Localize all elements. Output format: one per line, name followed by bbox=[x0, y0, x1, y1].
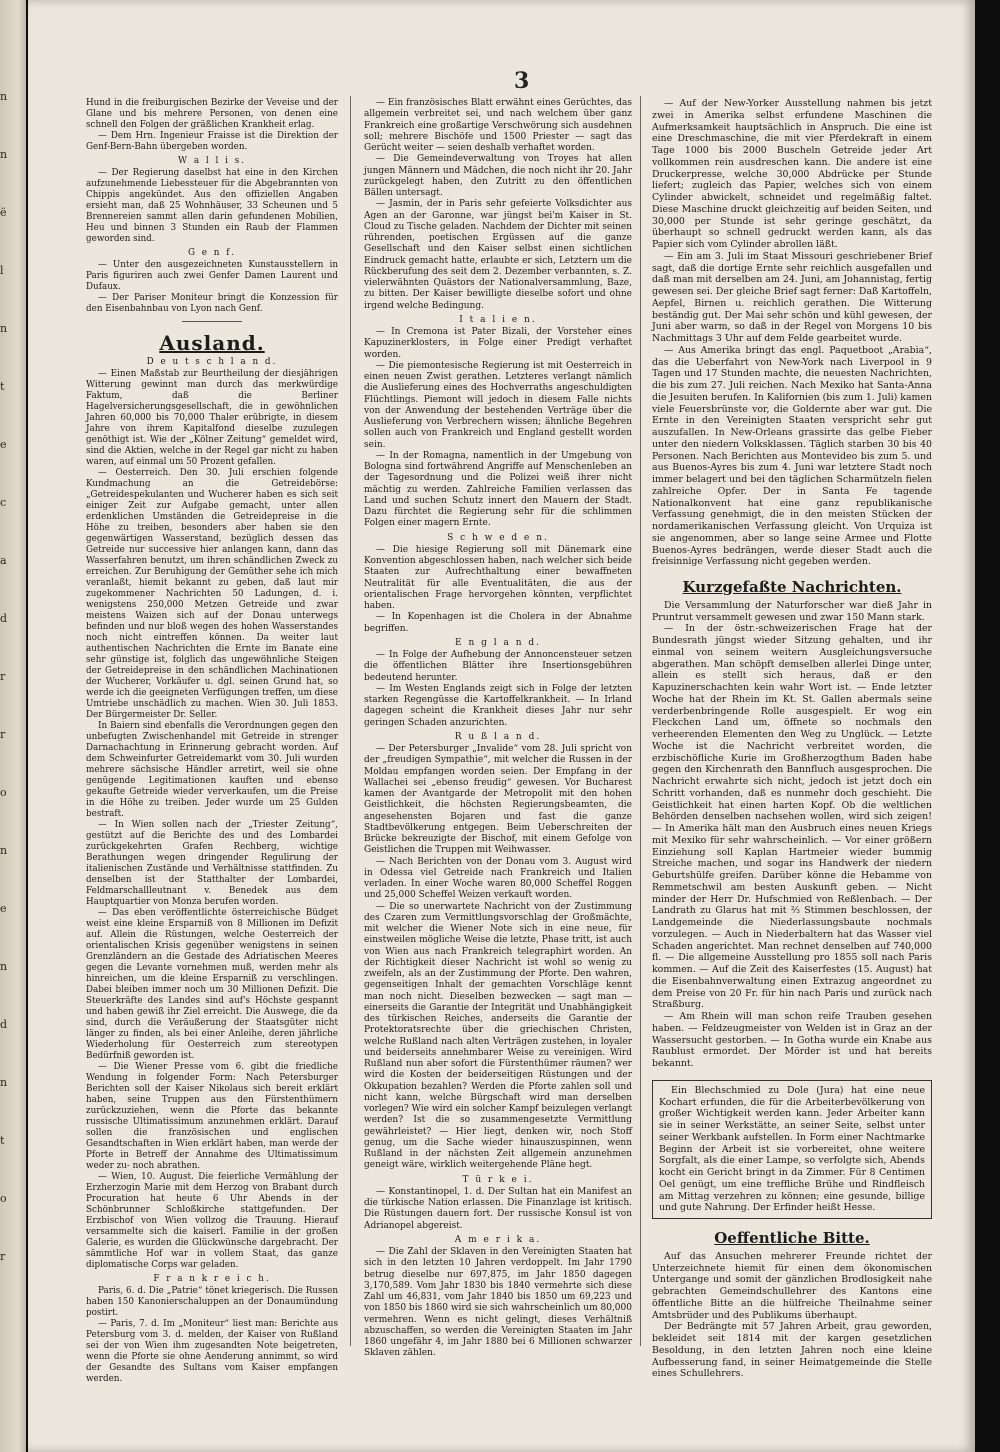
article-paragraph: — Dem Hrn. Ingenieur Fraisse ist die Direktion der Genf-Bern-Bahn übergeben worden. bbox=[86, 131, 338, 152]
adjacent-page-fragment: n bbox=[0, 844, 8, 857]
divider bbox=[182, 321, 242, 322]
section-heading-kurzgefasste-nachrichten: Kurzgefaßte Nachrichten. bbox=[682, 578, 902, 596]
adjacent-page-edge bbox=[0, 0, 26, 1452]
article-paragraph: — Am Rhein will man schon reife Trauben gesehen haben. — Feldzeugmeister von Welden ist in Graz an der Wassersucht gestorben. — In Gotha wurde ein Knabe aus Raublust ermordet. Der Mörder ist und hat bereits bekannt. bbox=[652, 1011, 932, 1069]
section-heading-wallis: W a l l i s. bbox=[177, 156, 247, 166]
article-paragraph: — Die Wiener Presse vom 6. gibt die friedliche Wendung in folgender Form: Nach Petersburger Berichten soll der Kaiser Nikolaus sich bereit erklärt haben, seine Truppen aus den Fürstenthümern zurückzuziehen, wenn die Pforte das bekannte russische Ultimatissimum anzunehmen erklärt. Darauf sollen die französischen und englischen Gesandtschaften in Wien erklärt haben, man werde der Pforte in Betreff der Annahme des Ultimatissimum weder zu- noch abrathen. bbox=[86, 1062, 338, 1171]
article-paragraph: — Der Regierung daselbst hat eine in den Kirchen aufzunehmende Liebessteuer für die Abgebrannten von Chippis angekündet. Aus den offiziellen Angaben ersieht man, daß 25 Wohnhäuser, 33 Scheunen und 5 Brennereien sammt allen darin gefundenen Mobilien, Heu und binnen 3 Stunden ein Raub der Flammen geworden sind. bbox=[86, 168, 338, 244]
article-paragraph: In Baiern sind ebenfalls die Verordnungen gegen den unbefugten Zwischenhandel mit Getreide in strenger Darnachachtung in Erinnerung gebracht worden. Auf dem Schweinfurter Getreidemarkt vom 30. Juli wurden mehrere sächsische Händler arretirt, weil sie ohne genügende Legitimationen kauften und ebenso gekaufte Getreide wieder ververkaufen, um die Preise in die Höhe zu treiben. Jeder wurde um 25 Gulden bestraft. bbox=[86, 721, 338, 819]
adjacent-page-fragment: d bbox=[0, 612, 8, 625]
article-paragraph: — In Kopenhagen ist die Cholera in der Abnahme begriffen. bbox=[364, 612, 632, 634]
adjacent-page-fragment: e bbox=[0, 902, 7, 915]
article-paragraph: Der Bedrängte mit 57 Jahren Arbeit, grau geworden, bekleidet seit 1814 mit der kargen gesetzlichen Besoldung, in den letzten Jahren noch eine kleine Aufbesserung fand, in seiner Heimatgemeinde die Stelle eines Schullehrers. bbox=[652, 1321, 932, 1380]
adjacent-page-fragment: n bbox=[0, 1076, 8, 1089]
section-heading-amerika: A m e r i k a. bbox=[454, 1234, 542, 1245]
article-paragraph: — Der Petersburger „Invalide“ vom 28. Juli spricht von der „freudigen Sympathie“, mit welcher die Russen in der Moldau empfangen worden seien. Der Empfang in der Wallachei sei „ebenso freudig“ gewesen. Vor Bucharest kamen der Avantgarde der Metropolit mit den hohen Geistlichkeit, die höchsten Regierungsbeamten, die angesehensten Bojaren und fast die ganze Stadtbevölkerung entgegen. Beim Ueberschreiten der Brücke bekreuzigte der Bischof, mit einem Gefolge von Geistlichen die Truppen mit Weihwasser. bbox=[364, 744, 632, 856]
article-paragraph: Paris, 6. d. Die „Patrie“ tönet kriegerisch. Die Russen haben 150 Kanonierschaluppen an der Donaumündung postirt. bbox=[86, 1286, 338, 1318]
adjacent-page-fragment: c bbox=[0, 496, 7, 509]
article-paragraph: — Der Pariser Moniteur bringt die Konzession für den Eisenbahnbau von Lyon nach Genf. bbox=[86, 293, 338, 314]
article-paragraph: — Paris, 7. d. Im „Moniteur“ liest man: Berichte aus Petersburg vom 3. d. melden, der Kaiser von Rußland sei der von Wien ihm zugesandten Note beigetreten, wenn die Pforte sie ohne Aenderung annimmt, so wird der Gesandte des Sultans vom Kaiser empfangen werden. bbox=[86, 1319, 338, 1384]
column-rule bbox=[640, 96, 641, 1346]
column-rule bbox=[350, 96, 351, 1346]
section-heading-schweden: S c h w e d e n. bbox=[447, 532, 549, 543]
column-3 bbox=[652, 98, 932, 1380]
article-paragraph: Die Versammlung der Naturforscher war dieß Jahr in Pruntrut versammelt gewesen und zwar 150 Mann stark. bbox=[652, 599, 932, 623]
adjacent-page-fragment: n bbox=[0, 148, 8, 161]
section-heading-england: E n g l a n d. bbox=[455, 637, 541, 648]
column-2 bbox=[364, 98, 632, 1360]
section-heading-italien: I t a l i e n. bbox=[459, 314, 537, 325]
section-heading-frankreich: F r a n k r e i c h. bbox=[153, 1274, 271, 1284]
article-paragraph: — Konstantinopel, 1. d. Der Sultan hat ein Manifest an die türkische Nation erlassen. Die Finanzlage ist kritisch. Die Rüstungen dauern fort. Der russische Konsul ist von Adrianopel abgereist. bbox=[364, 1186, 632, 1231]
article-paragraph: — Das eben veröffentlichte österreichische Büdget weist eine kleine Ersparniß von 8 Millionen im Defizit auf. Allein die Rüstungen, welche Oesterreich der orientalischen Krisis gegenüber wenigstens in seinen Grenzländern an die Gestade des Adriatischen Meeres gegen die Levante vornehmen muß, werden mehr als hinreichen, um die kleine Ersparniß zu verschlingen. Dabei bleiben immer noch um 30 Millionen Defizit. Die Steuerkräfte des Landes sind auf's Höchste gespannt und haben gewiß ihr Ziel erreicht. Die Auswege, die da sind, durch die Veräußerung der Staatsgüter nicht länger zu finden, als bei einer Anleihe, deren jährliche Wiederholung für Oesterreich zum stereotypen Bedürfniß geworden ist. bbox=[86, 908, 338, 1061]
adjacent-page-fragment: l bbox=[0, 264, 4, 277]
adjacent-page-fragment: t bbox=[0, 380, 5, 393]
adjacent-page-fragment: e bbox=[0, 438, 7, 451]
page-number: 3 bbox=[514, 68, 530, 94]
article-paragraph: — Die Zahl der Sklaven in den Vereinigten Staaten hat sich in den letzten 10 Jahren verdoppelt. Im Jahr 1790 betrug dieselbe nur 697,875, im Jahr 1850 dagegen 3,170,589. Vom Jahr 1830 bis 1840 vermehrte sich diese Zahl um 46,831, vom Jahr 1840 bis 1850 um 69,223 und von 1850 bis 1860 wird sie sich wahrscheinlich um 80,000 vermehren. Wenn es nicht gelingt, dieses Verhältniß abzuschaffen, so werden die Vereinigten Staaten im Jahr 1860 ungefähr 4, im Jahr 1880 bei 6 Millionen schwarzer Sklaven zählen. bbox=[364, 1247, 632, 1359]
adjacent-page-fragment: n bbox=[0, 90, 8, 103]
article-paragraph: — Unter den ausgezeichneten Kunstausstellern in Paris figuriren auch zwei Genfer Damen Laurent und Dufaux. bbox=[86, 260, 338, 292]
article-paragraph: — Jasmin, der in Paris sehr gefeierte Volksdichter aus Agen an der Garonne, war jüngst bei'm Kaiser in St. Cloud zu Tische geladen. Nachdem der Dichter mit seinen rührenden, poetischen Ergüssen auf die ganze Gesellschaft und den Kaiser selbst einen sichtlichen Eindruck gemacht hatte, erlaubte er sich, Letztern um die Rückberufung des seit dem 2. Dezember verbannten, s. Z. vielerwähnten Quästors der Nationalversammlung, Baze, zu bitten. Der Kaiser bewilligte dieselbe sofort und ohne irgend welche Bedingung. bbox=[364, 199, 632, 311]
section-heading-ausland: Ausland. bbox=[159, 331, 265, 355]
article-paragraph: Auf das Ansuchen mehrerer Freunde richtet der Unterzeichnete hiemit für einen dem ökonomischen Untergange und somit der gänzlichen Brodlosigkeit nahe gebrachten Gemeindschullehrer des Kantons eine öffentliche Bitte an die hülfreiche Theilnahme seiner Amtsbrüder und des Publikums überhaupt. bbox=[652, 1250, 932, 1321]
article-paragraph: — Wien, 10. August. Die feierliche Vermählung der Erzherzogin Marie mit dem Herzog von Brabant durch Procuration hat heute 6 Uhr Abends in der Schönbrunner Schloßkirche stattgefunden. Der Erzbischof von Wien vollzog die Trauung. Hierauf versammelte sich die kaiserl. Familie in der großen Galerie, es wurden die Glückwünsche dargebracht. Der sämmtliche Hof war in vollem Staat, das ganze diplomatische Corps war geladen. bbox=[86, 1172, 338, 1270]
adjacent-page-fragment: r bbox=[0, 728, 6, 741]
adjacent-page-fragment: n bbox=[0, 322, 8, 335]
adjacent-page-fragment: o bbox=[0, 1192, 7, 1205]
section-heading-oeffentliche-bitte: Oeffentliche Bitte. bbox=[714, 1229, 870, 1247]
section-heading-deutschland: D e u t s c h l a n d. bbox=[146, 357, 278, 367]
article-paragraph: — Oesterreich. Den 30. Juli erschien folgende Kundmachung an die Getreidebörse: „Getreidespekulanten und Wucherer haben es sich seit einiger Zeit zur Aufgabe gemacht, unter allen erdenklichen Umständen die Getreidepreise in die Höhe zu treiben, besonders aber haben sie den gegenwärtigen Wasserstand, bezüglich dessen das Getreide nur successive hier anlangen kann, dann das Wasserfahren benutzt, um ihren schändlichen Zweck zu erreichen. Zur Beruhigung der Gemüther sehe ich mich veranlaßt, hiemit bekannt zu geben, daß laut mir zugekommener Nachrichten 50 Ladungen, d. i. wenigstens 250,000 Metzen Getreide und zwar meistens Waizen sich auf der Donau unterwegs befinden und nur bloß wegen des hohen Wasserstandes noch nicht eintreffen können. Da weiter laut authentischen Nachrichten die Ernte im Banate eine sehr günstige ist, folglich das ungewöhnliche Steigen der Getreidepreise in den schändlichen Machinationen der Wucherer, Vorkäufer u. dgl. seinen Grund hat, so werde ich die geeigneten Verfügungen treffen, um diese Umtriebe unschädlich zu machen. Wien 30. Juli 1853. Der Bürgermeister Dr. Seller. bbox=[86, 468, 338, 720]
article-paragraph: — Nach Berichten von der Donau vom 3. August wird in Odessa viel Getreide nach Frankreich und Italien verladen. In einer Woche waren 80,000 Scheffel Roggen und 25,000 Scheffel Weizen verkauft worden. bbox=[364, 856, 632, 901]
adjacent-page-fragment: o bbox=[0, 786, 7, 799]
article-paragraph: — Einen Maßstab zur Beurtheilung der diesjährigen Witterung gewinnt man durch das merkwürdige Faktum, daß die Berliner Hagelversicherungsgesellschaft, die in gewöhnlichen Jahren 60,000 bis 70,000 Thaler erübrigte, in diesem Jahre von ihrem Kapitalfond dieselbe zuzulegen genöthigt ist. Wie der „Kölner Zeitung“ gemeldet wird, sind die Aktien, welche in der Regel gar nicht zu haben waren, auf einmal um 50 Prozent gefallen. bbox=[86, 369, 338, 467]
article-paragraph: — In Wien sollen nach der „Triester Zeitung“, gestützt auf die Berichte des und des Lombardei zurückgekehrten Grafen Rechberg, wichtige Berathungen wegen dringender Regulirung der italienischen Zustände und Verhältnisse stattfinden. Zu denselben ist der Statthalter der Lombardei, Feldmarschallleutnant v. Benedek aus dem Hauptquartier von Monza berufen worden. bbox=[86, 820, 338, 907]
article-paragraph: — Die piemontesische Regierung ist mit Oesterreich in einen neuen Zwist gerathen. Letzteres verlangt nämlich die Auslieferung eines des Hochverraths angeschuldigten Flüchtlings. Piemont will jedoch in diesem Falle nichts von der Anwendung der bestehenden Verträge über die Auslieferung von Verbrechern wissen; ähnliche Begehren sollen auch von Frankreich und England gestellt worden sein. bbox=[364, 360, 632, 450]
article-paragraph: — Die hiesige Regierung soll mit Dänemark eine Konvention abgeschlossen haben, nach welcher sich beide Staaten zur Aufrechthaltung einer bewaffneten Neutralität für alle Eventualitäten, die aus der orientalischen Frage hervorgehen könnten, verpflichtet haben. bbox=[364, 544, 632, 611]
column-1 bbox=[86, 98, 338, 1385]
article-paragraph: — Im Westen Englands zeigt sich in Folge der letzten starken Regengüsse die Kartoffelkrankheit. — In Irland dagegen scheint die Krankheit dieses Jahr nur sehr geringen Schaden anzurichten. bbox=[364, 683, 632, 728]
article-paragraph: — In der Romagna, namentlich in der Umgebung von Bologna sind fortwährend Angriffe auf Menschenleben an der Tagesordnung und die Polizei weiß ihrer nicht mächtig zu werden. Zahlreiche Familien verlassen das Land und suchen Schutz innert den Mauern der Stadt. Dazu fürchtet die Regierung sehr für die schlimmen Folgen einer magern Ernte. bbox=[364, 450, 632, 529]
section-heading-genf: G e n f. bbox=[187, 248, 237, 258]
adjacent-page-fragment: ë bbox=[0, 206, 7, 219]
article-paragraph: — Ein am 3. Juli im Staat Missouri geschriebener Brief sagt, daß die dortige Ernte sehr reichlich ausgefallen und daß man mit derselben am 24. Juni, am Johannistag, fertig gewesen sei. Der gleiche Brief sagt ferner: Daß Kartoffeln, Aepfel, Birnen u. reichlich gerathen. Die Witterung beständig gut. Der Mai sehr schön und kühl gewesen, der Juni aber warm, so daß in der Regel von Morgens 10 bis Nachmittags 3 Uhr auf dem Felde gearbeitet wurde. bbox=[652, 250, 932, 344]
adjacent-page-fragment: n bbox=[0, 960, 8, 973]
article-paragraph: — Aus Amerika bringt das engl. Paquetboot „Arabia“, das die Ueberfahrt von New-York nach Liverpool in 9 Tagen und 17 Stunden machte, die neuesten Nachrichten, die bis zum 27. Juli reichen. Nach Mexiko hat Santa-Anna die Jesuiten berufen. In Kalifornien (bis zum 1. Juli) kamen viele Feuersbrünste vor, die Goldernte aber war gut. Die Ernte in den Vereinigten Staaten verspricht sehr gut auszufallen. In New-Orleans grassirte das gelbe Fieber unter den niedern Volksklassen. Täglich starben 30 bis 40 Personen. Nach Berichten aus Montevideo bis zum 5. und aus Buenos-Ayres bis zum 4. Juni war letztere Stadt noch immer belagert und bei den täglichen Scharmützeln fielen zahlreiche Opfer. Der in Santa Fe tagende Nationalkonvent hat eine ganz republikanische Verfassung genehmigt, die in den meisten Stücken der nordamerikanischen Verfassung gleicht. Von Urquiza ist sie angenommen, aber so lange seine Armee und Flotte Buenos-Ayres bedrängen, werde dieser Stadt auch die freisinnige Verfassung nicht gegeben werden. bbox=[652, 344, 933, 568]
boxed-notice bbox=[652, 1080, 932, 1219]
adjacent-page-fragment: r bbox=[0, 1250, 6, 1263]
article-paragraph: — In der östr.-schweizerischen Frage hat der Bundesrath jüngst wieder Sitzung gehalten, und ihr einmal von seinem weitern Ausgleichungsversuche abgerathen. Man schöpft demselben allerlei Dinge unter, allein es stellt sich heraus, daß er den Kapuzinerschachten kein wahr Wort ist. — Ende letzter Woche hat der Rhein im Kt. St. Gallen abermals seine verderbenbringende Rolle ausgespielt. Er wog ein Fleckchen Land um, öffnete so nochmals den verheerenden Elementen den Weg zu Unglück. — Letzte Woche ist die Nachricht verbreitet worden, die erzbischöfliche Kurie im Großherzogthum Baden habe gegen den Kirchenrath den Bannfluch ausgesprochen. Die Nachricht erwahrte sich nicht, jedoch ist jetzt doch ein Schritt vorhanden, daß es nunmehr doch geschieht. Die Geistlichkeit hat einen harten Kopf. Ob die weltlichen Behörden denselben nachsehen wollen, wird sich zeigen! — In Amerika hält man den Ausbruch eines neuen Kriegs mit Mexiko für sehr wahrscheinlich. — Vor einer größern Einziehung soll Kaplan Hartmeier wieder bummig Streiche machen, und sogar ins Handwerk der niedern Geburtshülfe greifen. Darüber könne die Hebamme von Remmetschwil am besten Auskunft geben. — Nicht minder der Herr Dr. Hufschmied von Reßlenbach. — Der Landrath zu Glarus hat mit ⅔ Stimmen beschlossen, der Landgemeinde die Niederlassungsbaute nochmals vorzulegen. — Auch in Niederbaltern hat das Wasser viel Schaden angerichtet. Man rechnet denselben auf 740,000 fl. — Die allgemeine Ausstellung pro 1855 soll nach Paris kommen. — Auf die Zeit des Kaiserfestes (15. August) hat die Eisenbahnverwaltung einen Extrazug angeordnet zu dem Preise von 20 Fr. für hin nach Paris und zurück nach Straßburg. bbox=[652, 623, 932, 1011]
article-paragraph: — In Folge der Aufhebung der Annoncensteuer setzen die öffentlichen Blätter ihre Insertionsgebühren bedeutend herunter. bbox=[364, 650, 632, 683]
article-paragraph: — Ein französisches Blatt erwähnt eines Gerüchtes, das allgemein verbreitet sei, und nach welchem über ganz Frankreich eine großartige Verschwörung sich ausdehnen soll; mehrere Bischöfe und 1500 Priester — sagt das Gerücht weiter — seien deshalb verhaftet worden. bbox=[364, 98, 632, 153]
section-heading-tuerkei: T ü r k e i. bbox=[462, 1174, 534, 1185]
article-paragraph: Hund in die freiburgischen Bezirke der Veveise und der Glane und bis mehrere Personen, von denen eine schnell den Folgen der gräßlichen Krankheit erlag. bbox=[86, 98, 338, 130]
article-paragraph: — Die so unerwartete Nachricht von der Zustimmung des Czaren zum Vermittlungsvorschlag der Großmächte, mit welcher die Wiener Note sich in eine neue, für einstweilen mögliche Weise die letzte, Phase tritt, ist auch von Wien aus nach Frankreich telegraphirt worden. An der Richtigkeit dieser Nachricht ist wohl so wenig zu zweifeln, als an der Zustimmung der Pforte. Den wahren, gegenseitigen Inhalt der gemachten Vorschläge kennt man noch nicht. Dieselben bezwecken — sagt man — einerseits die Garantie der Integrität und Unabhängigkeit des türkischen Reiches, anderseits die Garantie der Protektoratsrechte über die griechischen Christen, welche Rußland nach alten Verträgen zustehen, in loyaler und beiderseits annehmbarer Weise zu vereinigen. Wird Rußland nun aber sofort die Fürstenthümer räumen? wer wird die Kosten der beiderseitigen Rüstungen und der Okkupation bezahlen? Werden die Pforte zahlen soll und nicht kann, welche Bürgschaft wird man derselben vorlegen? Wie wird ein solcher Kampf beizulegen verlangt werden? Ist die so zusammengesetzte Vermittlung gewährleistet? — Hier liegt, denken wir, noch Stoff genug, um die Sache wieder hinauszuspinnen, wenn Rußland in der nächsten Zeit allgemein anzunehmen geneigt wäre, wirklich weitergehende Pläne hegt. bbox=[364, 901, 632, 1171]
adjacent-page-fragment: d bbox=[0, 1018, 8, 1031]
article-paragraph: — Die Gemeindeverwaltung von Troyes hat allen jungen Männern und Mädchen, die noch nicht ihr 20. Jahr zurückgelegt haben, den Zutritt zu den öffentlichen Bällen untersagt. bbox=[364, 154, 632, 198]
notice-text: Ein Blechschmied zu Dole (Jura) hat eine neue Kochart erfunden, die für die Arbeiterbevölkerung von großer Wichtigkeit werden kann. Jeder Arbeiter kann sie in seiner Werkstätte, an seiner Seite, selbst unter seiner Werkbank aufstellen. In Form einer Nachtmarke Beginn der Arbeit ist sie vorbereitet, ohne weitere Sorgfalt, als die einer Lampe, so verfolgte sich, Abends kocht ein Gericht bringt in da Zimmer. Für 8 Centimen Oel genügt, um eine treffliche Brühe und Rindfleisch am Mittag verzehren zu können; eine gesunde, billige und gute Nahrung. Der Erfinder heißt Hesse. bbox=[659, 1084, 925, 1214]
adjacent-page-fragment: a bbox=[0, 554, 7, 567]
section-heading-russland: R u ß l a n d. bbox=[454, 731, 542, 742]
article-paragraph: — Auf der New-Yorker Ausstellung nahmen bis jetzt zwei in Amerika selbst erfundene Maschinen die Aufmerksamkeit hauptsächlich in Anspruch. Die eine ist eine Dreschmaschine, die mit vier Pferdekraft in einem Tage 1000 bis 2000 Buscheln Getreide jeder Art vollkommen rein ausdreschen kann. Die andere ist eine Druckerpresse, welche 30,000 Abdrücke per Stunde liefert; zugleich das Papier, welches sich von einem Cylinder abwickelt, schneidet und regelmäßig faltet. Diese Maschine druckt gleichzeitig auf beiden Seiten, und 30,000 per Stunde ist sehr geringe geschätzt, da überhaupt so schnell gedruckt werden kann, als das Papier sich vom Cylinder abrollen läßt. bbox=[652, 98, 932, 250]
adjacent-page-fragment: r bbox=[0, 670, 6, 683]
newspaper-page bbox=[28, 0, 975, 1452]
adjacent-page-fragment: t bbox=[0, 1134, 5, 1147]
article-paragraph: — In Cremona ist Pater Bizali, der Vorsteher eines Kapuzinerklosters, in Folge einer Predigt verhaftet worden. bbox=[364, 327, 632, 360]
